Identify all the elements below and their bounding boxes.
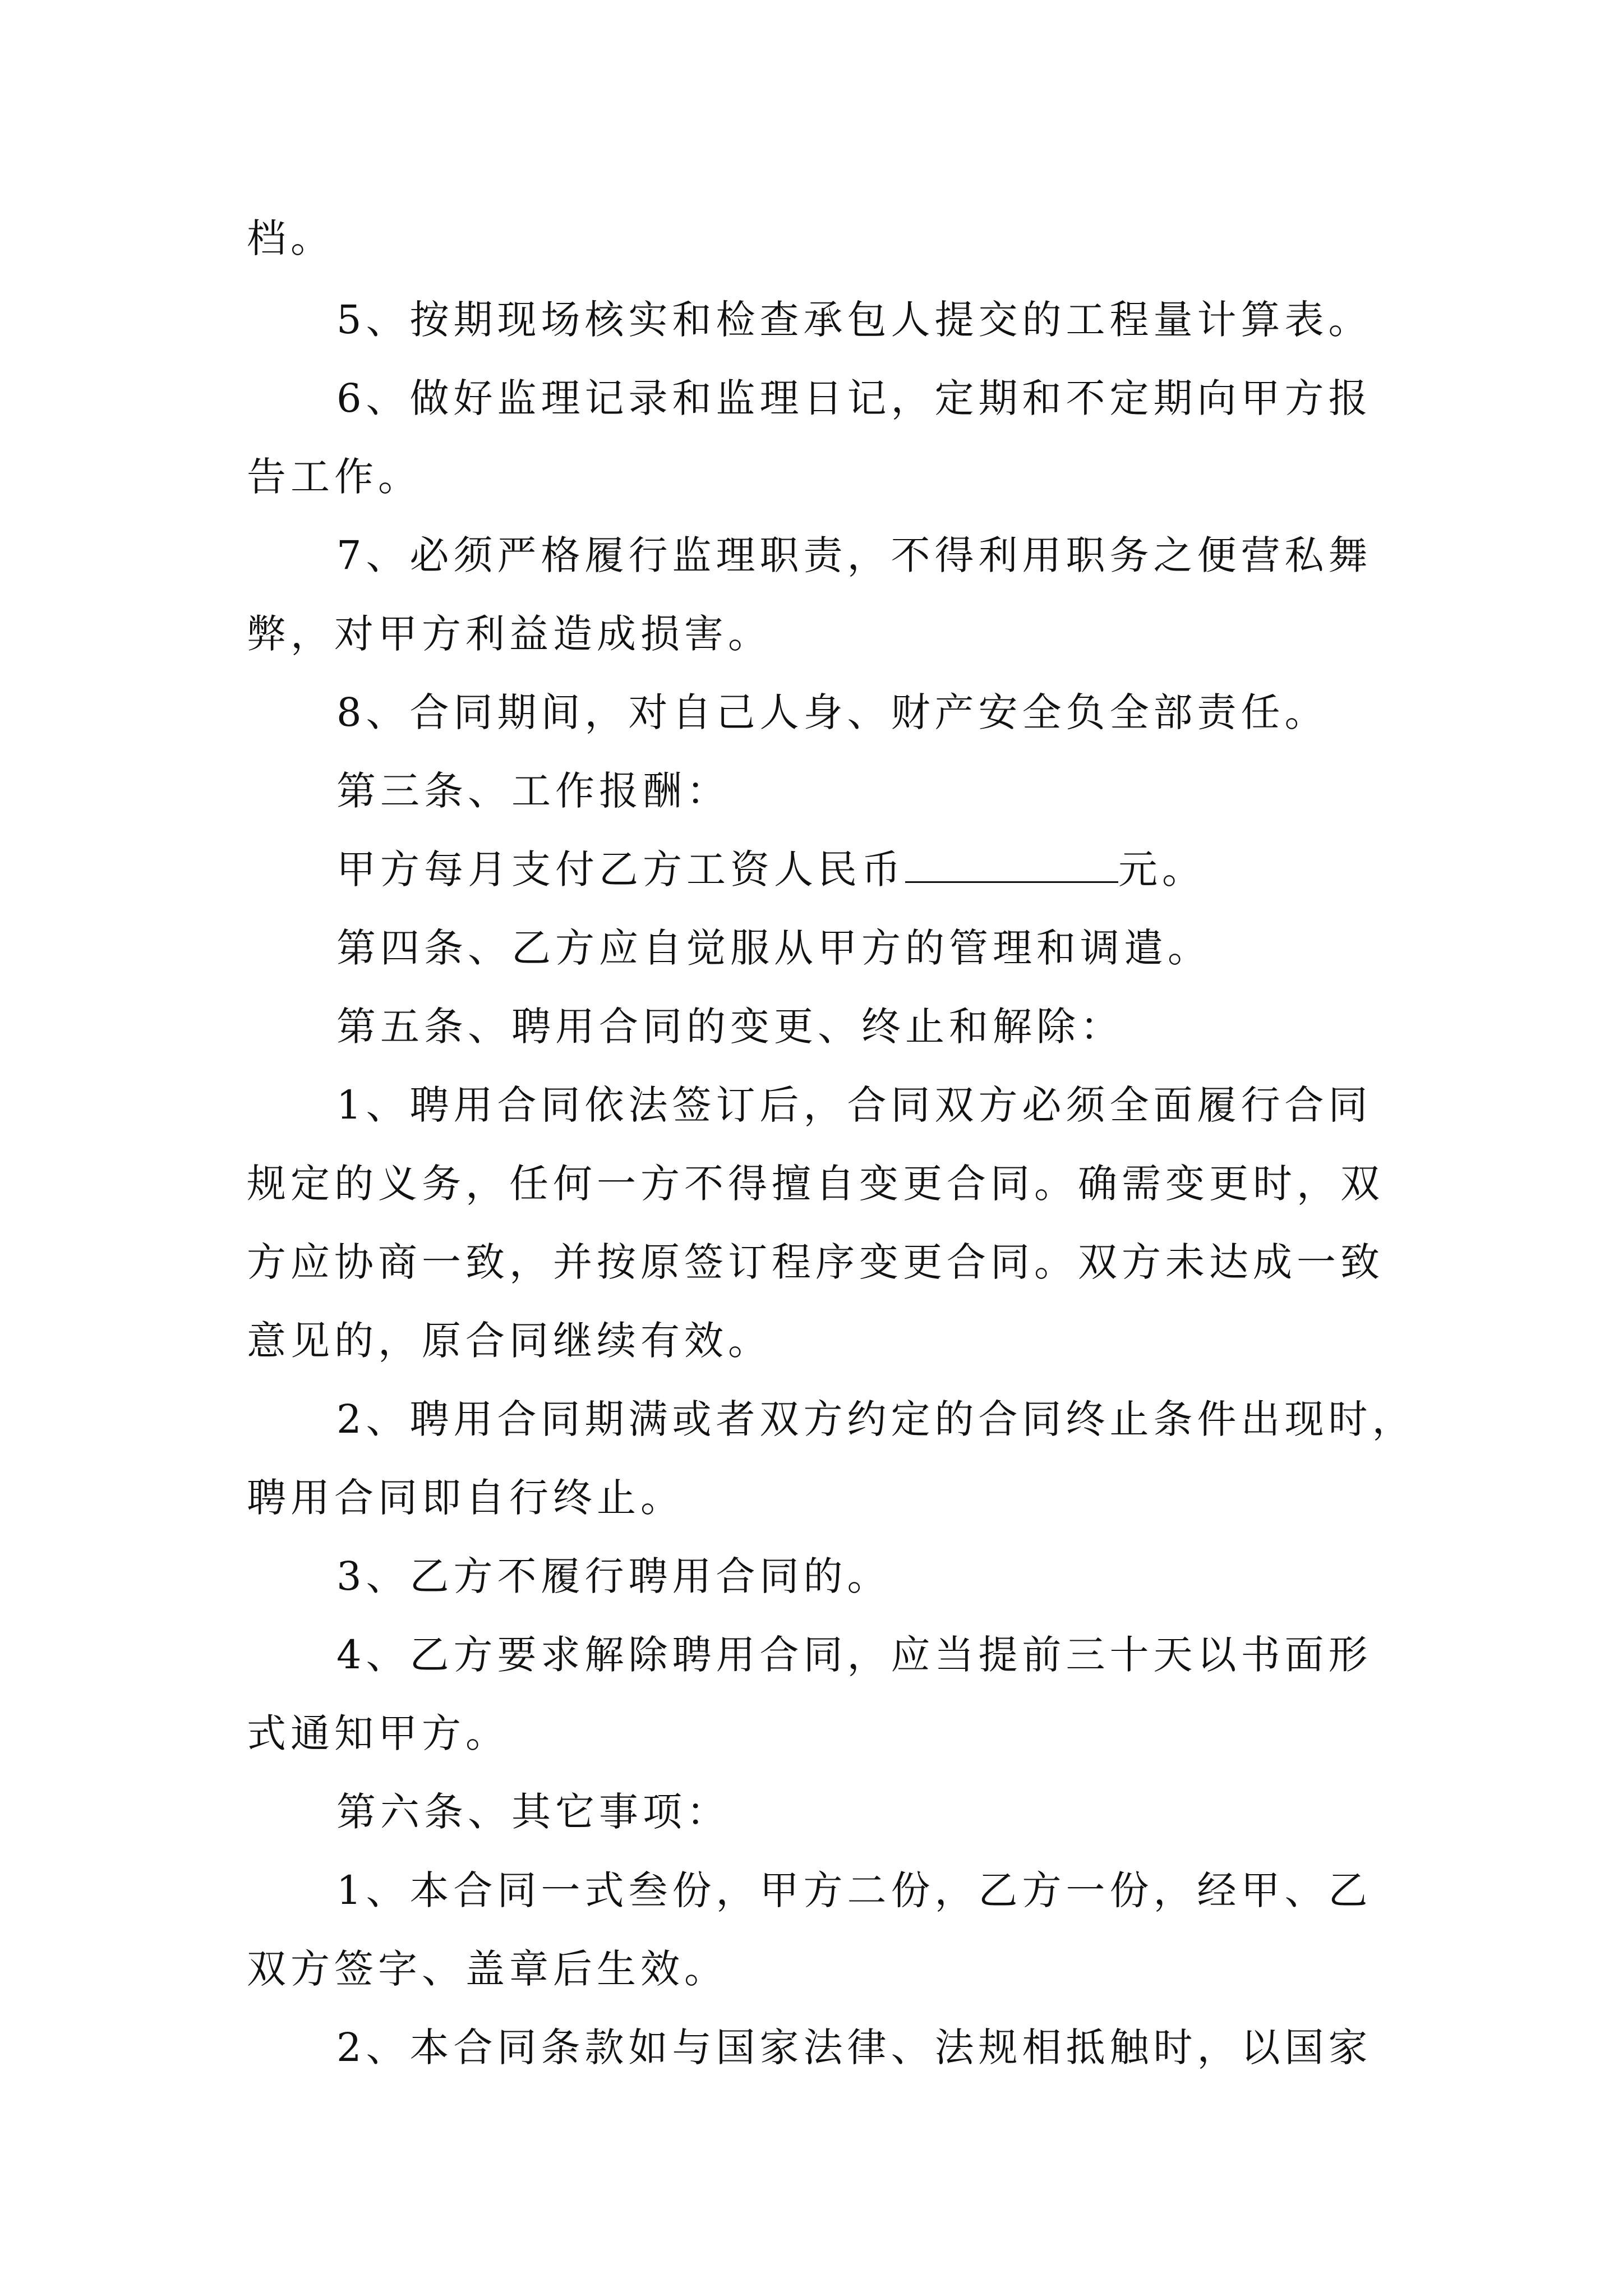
text-line-21: 第六条、其它事项： [336, 1789, 730, 1835]
text-line-19: 4、乙方要求解除聘用合同，应当提前三十天以书面形 [336, 1632, 1372, 1678]
text-line-11: 第五条、聘用合同的变更、终止和解除： [336, 1004, 1124, 1050]
text-line-9 [336, 844, 1206, 895]
salary-blank [905, 848, 1118, 883]
text-line-16: 2、聘用合同期满或者双方约定的合同终止条件出现时， [336, 1396, 1416, 1442]
text-line-10: 第四条、乙方应自觉服从甲方的管理和调遣。 [336, 925, 1211, 971]
text-line-20: 式通知甲方。 [247, 1710, 509, 1756]
text-line-1: 档。 [247, 215, 334, 261]
text-line-12: 1、聘用合同依法签订后，合同双方必须全面履行合同 [336, 1082, 1372, 1128]
text-line-4: 告工作。 [247, 454, 422, 500]
text-line-3: 6、做好监理记录和监理日记，定期和不定期向甲方报 [336, 375, 1372, 421]
text-line-24: 2、本合同条款如与国家法律、法规相抵触时，以国家 [336, 2024, 1372, 2070]
text-line-5: 7、必须严格履行监理职责，不得利用职务之便营私舞 [336, 532, 1372, 578]
text-line-23: 双方签字、盖章后生效。 [247, 1946, 728, 1992]
salary-text-after: 元。 [1118, 846, 1206, 892]
salary-text-before: 甲方每月支付乙方工资人民币 [336, 846, 905, 892]
text-line-17: 聘用合同即自行终止。 [247, 1475, 684, 1521]
text-line-13: 规定的义务，任何一方不得擅自变更合同。确需变更时，双 [247, 1161, 1384, 1207]
text-line-2: 5、按期现场核实和检查承包人提交的工程量计算表。 [336, 297, 1372, 343]
text-line-6: 弊，对甲方利益造成损害。 [247, 611, 772, 657]
text-line-18: 3、乙方不履行聘用合同的。 [336, 1553, 891, 1599]
text-line-7: 8、合同期间，对自己人身、财产安全负全部责任。 [336, 689, 1329, 735]
text-line-8: 第三条、工作报酬： [336, 768, 730, 814]
text-line-15: 意见的，原合同继续有效。 [247, 1318, 772, 1364]
text-line-14: 方应协商一致，并按原签订程序变更合同。双方未达成一致 [247, 1239, 1384, 1285]
text-line-22: 1、本合同一式叁份，甲方二份，乙方一份，经甲、乙 [336, 1867, 1372, 1913]
